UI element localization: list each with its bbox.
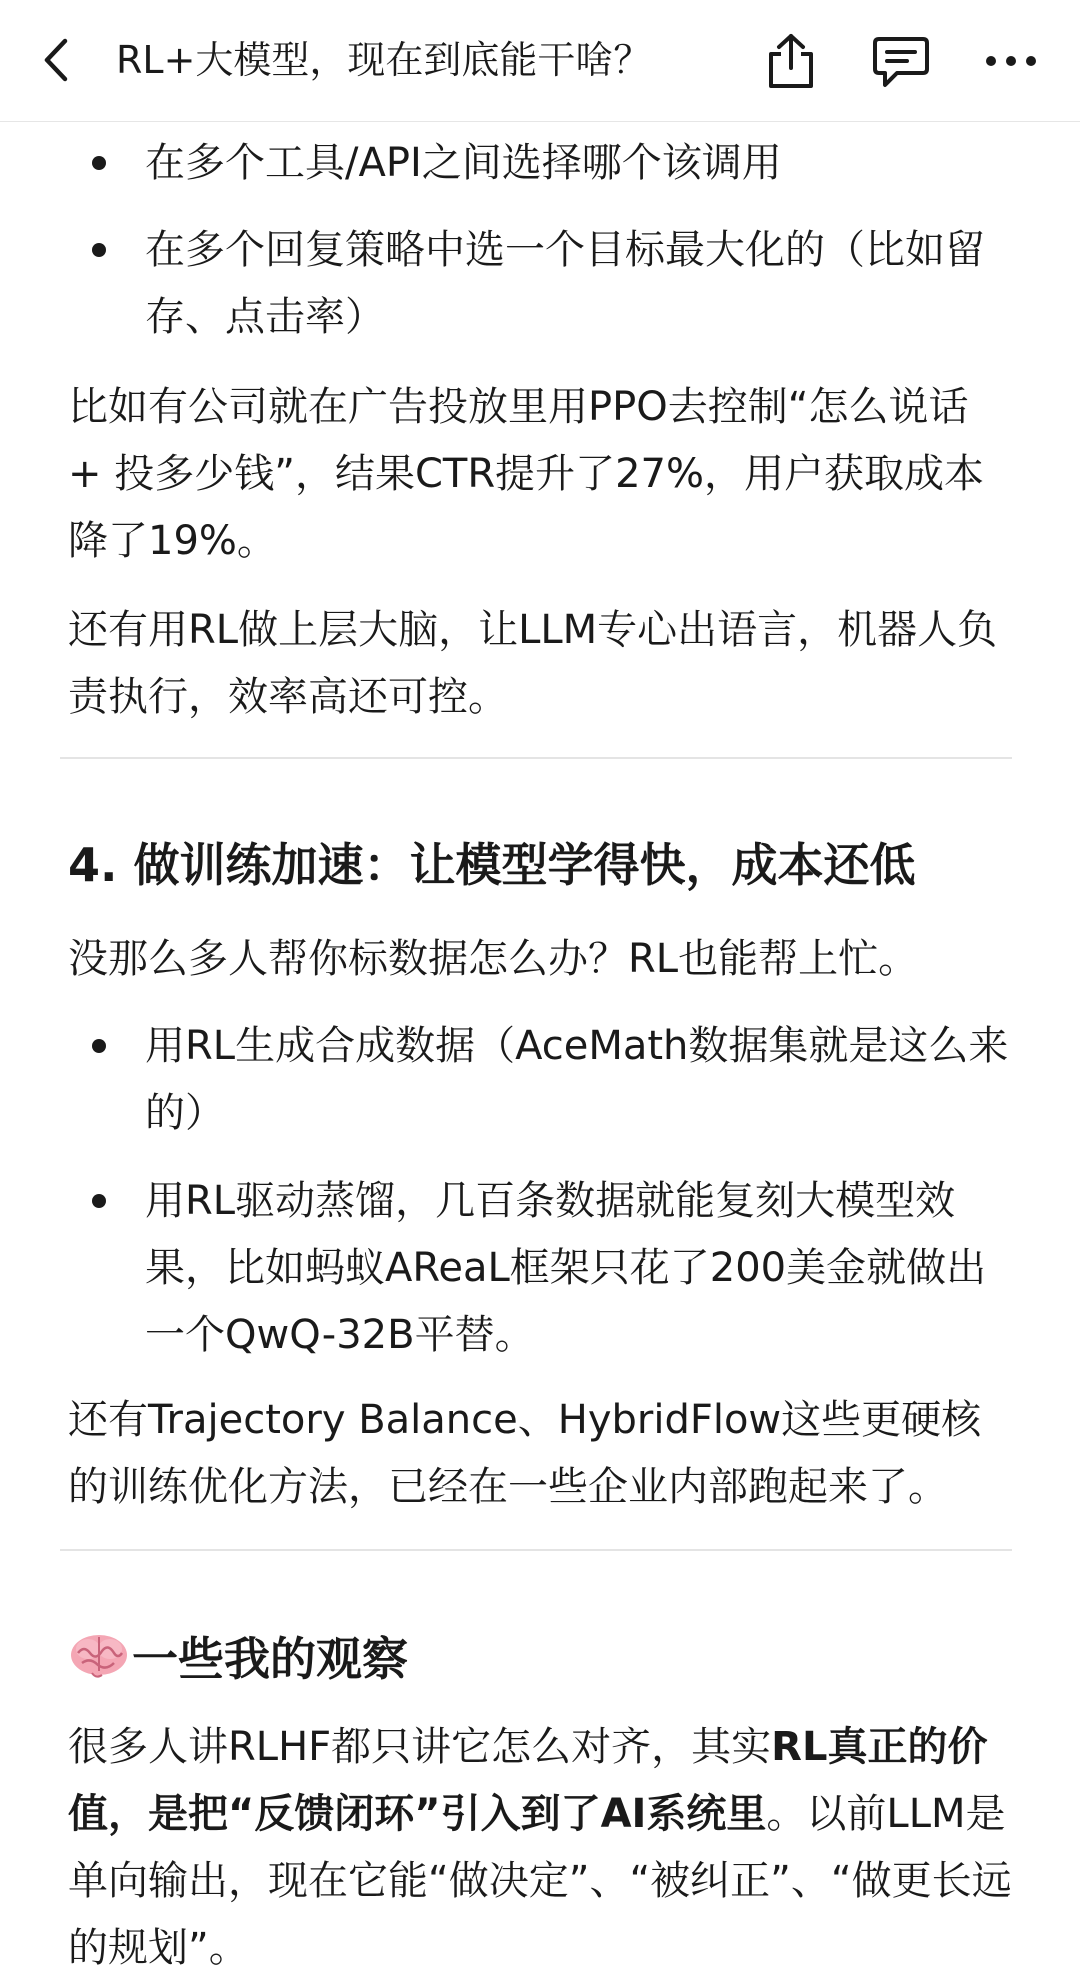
section-heading	[68, 1627, 1014, 1697]
divider	[60, 1549, 1012, 1551]
paragraph: 比如有公司就在广告投放里用PPO去控制“怎么说话 + 投多少钱”，结果CTR提升了27%，用户获取成本降了19%。	[68, 384, 985, 564]
paragraph: 还有用RL做上层大脑，让LLM专心出语言，机器人负责执行，效率高还可控。	[68, 607, 998, 720]
bullet-dot	[92, 1194, 106, 1208]
section-heading-text: 一些我的观察	[132, 1632, 408, 1686]
bullet-dot	[92, 243, 106, 257]
divider	[60, 757, 1012, 759]
chevron-left-icon	[41, 37, 71, 83]
paragraph	[68, 1714, 1014, 1982]
bullet-dot	[92, 156, 106, 170]
list-item: 在多个回复策略中选一个目标最大化的（比如留存、点击率）	[145, 227, 985, 340]
paragraph: 还有Trajectory Balance、HybridFlow这些更硬核的训练优化方法，已经在一些企业内部跑起来了。	[68, 1397, 982, 1510]
comment-button[interactable]	[866, 26, 936, 96]
more-button[interactable]	[976, 26, 1046, 96]
paragraph-text: 很多人讲RLHF都只讲它怎么对齐，其实	[68, 1724, 772, 1770]
brain-icon	[68, 1631, 130, 1697]
share-button[interactable]	[756, 26, 826, 96]
comment-icon	[871, 33, 931, 89]
back-button[interactable]	[30, 30, 82, 90]
top-navigation-bar	[0, 0, 1080, 122]
list-item: 用RL生成合成数据（AceMath数据集就是这么来的）	[145, 1023, 1009, 1136]
paragraph-bold-text: RL真正的价值，是把“反馈闭环”引入到了AI系统里	[68, 1724, 988, 1837]
list-item: 在多个工具/API之间选择哪个该调用	[145, 140, 782, 186]
bullet-dot	[92, 1039, 106, 1053]
paragraph-text: 。以前LLM是单向输出，现在它能“做决定”、“被纠正”、“做更长远的规划”。	[68, 1791, 1012, 1971]
list-item: 用RL驱动蒸馏，几百条数据就能复刻大模型效果，比如蚂蚁AReaL框架只花了200美金就做出一个QwQ-32B平替。	[145, 1178, 987, 1358]
more-icon	[983, 53, 1039, 69]
paragraph: 没那么多人帮你标数据怎么办？RL也能帮上忙。	[68, 936, 919, 982]
section-heading: 4. 做训练加速：让模型学得快，成本还低	[68, 838, 916, 892]
page-title: RL+大模型，现在到底能干啥？	[116, 38, 652, 82]
share-icon	[763, 32, 819, 90]
